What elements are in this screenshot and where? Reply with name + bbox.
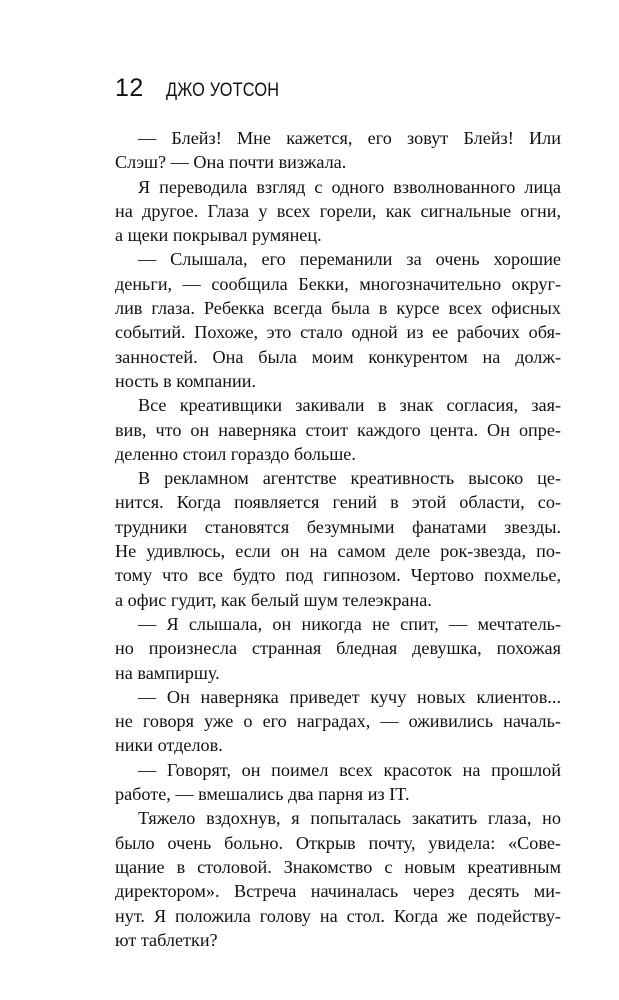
text-line: Я переводила взгляд с одного взволнованного лица bbox=[138, 176, 561, 197]
text-line: Все креативщики закивали в знак согласия, зая- bbox=[138, 395, 561, 416]
text-line: — Говорят, он поимел всех красоток на прошлой bbox=[138, 759, 561, 780]
text-line: — Блейз! Мне кажется, его зовут Блейз! Или bbox=[138, 128, 561, 148]
text-line: тому что все будто под гипнозом. Чертово похмелье, bbox=[115, 565, 561, 586]
text-line: занностей. Она была моим конкурентом на долж- bbox=[115, 346, 561, 367]
text-line: на другое. Глаза у всех горели, как сигнальные огни, bbox=[115, 200, 561, 221]
text-line: а щеки покрывал румянец. bbox=[115, 225, 322, 246]
text-line: работе, — вмешались два парня из IT. bbox=[115, 784, 410, 805]
text-line: нут. Я положила голову на стол. Когда же подейству- bbox=[115, 905, 561, 926]
page-number: 12 bbox=[115, 74, 144, 102]
text-line: В рекламном агентстве креативность высоко це- bbox=[138, 468, 561, 489]
text-line: деньги, — сообщила Бекки, многозначительно округ- bbox=[115, 273, 561, 294]
text-line: трудники становятся безумными фанатами звезды. bbox=[115, 516, 561, 537]
text-line: было очень больно. Открыв почту, увидела: «Сове- bbox=[115, 832, 561, 853]
text-line: ность в компании. bbox=[115, 370, 256, 391]
text-line: — Он наверняка приведет кучу новых клиентов... bbox=[138, 686, 561, 707]
text-line: нится. Когда появляется гений в этой области, со- bbox=[115, 492, 561, 513]
text-line: а офис гудит, как белый шум телеэкрана. bbox=[115, 589, 432, 610]
text-line: лив глаза. Ребекка всегда была в курсе всех офисных bbox=[115, 298, 561, 319]
text-line: директором». Встреча начиналась через десять ми- bbox=[115, 881, 561, 902]
text-line: событий. Похоже, это стало одной из ее рабочих обя- bbox=[115, 322, 561, 343]
body-text bbox=[115, 126, 561, 952]
text-line: но произнесла странная бледная девушка, похожая bbox=[115, 638, 561, 659]
text-line: ники отделов. bbox=[115, 735, 223, 756]
text-line: Слэш? — Она почти визжала. bbox=[115, 152, 347, 173]
text-line: — Слышала, его переманили за очень хорошие bbox=[138, 249, 561, 270]
text-line: деленно стоил гораздо больше. bbox=[115, 443, 356, 464]
text-line: вив, что он наверняка стоит каждого цента. Он опре- bbox=[115, 419, 561, 440]
text-line: — Я слышала, он никогда не спит, — мечтатель- bbox=[138, 613, 561, 634]
running-head-author: ДЖО УОТСОН bbox=[165, 80, 280, 101]
text-line: Не удивлюсь, если он на самом деле рок-звезда, по- bbox=[115, 541, 561, 562]
page-header bbox=[115, 74, 298, 103]
text-line: ют таблетки? bbox=[115, 929, 218, 950]
text-line: Тяжело вздохнув, я попыталась закатить глаза, но bbox=[138, 808, 561, 829]
text-line: щание в столовой. Знакомство с новым креативным bbox=[115, 856, 561, 877]
text-line: на вампиршу. bbox=[115, 662, 220, 683]
text-line: не говоря уже о его наградах, — оживились началь- bbox=[115, 711, 561, 732]
